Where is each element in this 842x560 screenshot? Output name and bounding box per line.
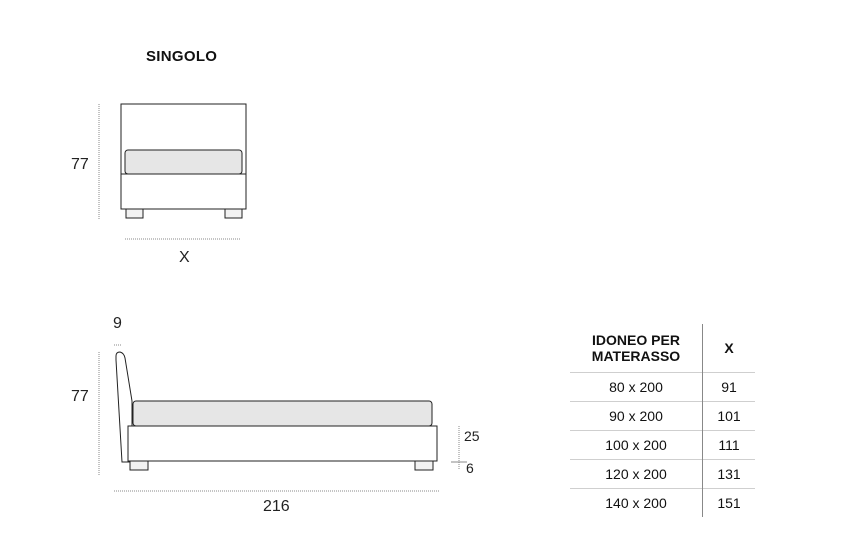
table-cell-mattress: 80 x 200 (570, 373, 703, 402)
table-row (570, 460, 755, 489)
front-mattress (125, 150, 242, 174)
page-title: SINGOLO (146, 48, 218, 65)
mattress-size-table (570, 324, 755, 517)
front-foot-right (225, 209, 242, 218)
side-view (99, 345, 467, 491)
table-cell-mattress: 120 x 200 (570, 460, 703, 489)
table-cell-mattress: 100 x 200 (570, 431, 703, 460)
side-foot-left (130, 461, 148, 470)
side-base-height-label: 25 (464, 428, 480, 444)
table-cell-x: 111 (703, 431, 756, 460)
table-row (570, 373, 755, 402)
front-width-label: X (179, 249, 190, 266)
side-length-label: 216 (263, 498, 290, 515)
side-foot-height-label: 6 (466, 460, 474, 476)
front-base (121, 174, 246, 209)
front-height-label: 77 (71, 156, 89, 173)
table-cell-mattress: 90 x 200 (570, 402, 703, 431)
front-foot-left (126, 209, 143, 218)
front-view (99, 104, 246, 239)
table-header-x: X (703, 324, 756, 373)
table-cell-mattress: 140 x 200 (570, 489, 703, 518)
table-header-row (570, 324, 755, 373)
side-height-label: 77 (71, 388, 89, 405)
table-row (570, 402, 755, 431)
table-cell-x: 151 (703, 489, 756, 518)
side-headboard-thickness-label: 9 (113, 315, 122, 332)
side-foot-right (415, 461, 433, 470)
table-header-mattress (570, 324, 703, 373)
table-cell-x: 101 (703, 402, 756, 431)
table-cell-x: 91 (703, 373, 756, 402)
side-mattress (133, 401, 432, 426)
side-base (128, 426, 437, 461)
table-header-mattress-text: IDONEO PER MATERASSO (591, 332, 681, 364)
table-row (570, 431, 755, 460)
table-cell-x: 131 (703, 460, 756, 489)
table-row (570, 489, 755, 518)
